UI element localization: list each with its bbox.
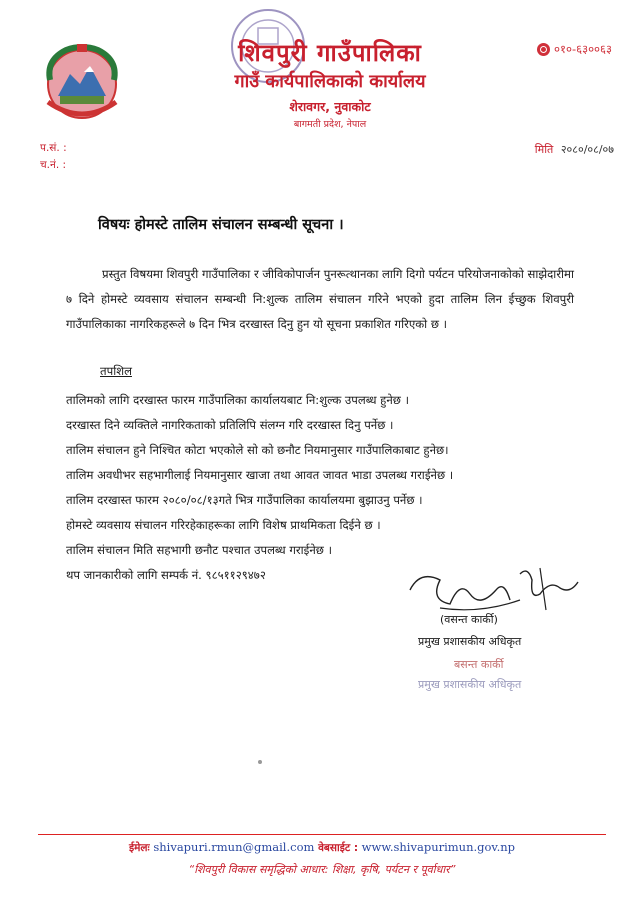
reference-block xyxy=(40,140,67,174)
phone-text: ०१०-६३००६३ xyxy=(554,42,612,56)
letter-number-label: प.सं. : xyxy=(40,142,67,154)
dispatch-number-label: च.नं. : xyxy=(40,159,67,171)
speck-mark xyxy=(258,760,262,764)
date-label: मिति xyxy=(534,143,554,156)
letterhead xyxy=(170,38,490,132)
list-item: होमस्टे व्यवसाय संचालन गरिरहेकाहरूका लागि विशेष प्राथमिकता दिईने छ । xyxy=(66,518,381,532)
details-list xyxy=(66,388,586,588)
phone-number xyxy=(537,42,612,57)
list-item: तालिम अवधीभर सहभागीलाई नियमानुसार खाजा तथा आवत जावत भाडा उपलब्ध गराईनेछ । xyxy=(66,468,454,482)
details-heading: तपशिल xyxy=(100,364,132,378)
website-label: वेबसाईट : xyxy=(318,842,359,854)
subject-line: विषयः होमस्टे तालिम संचालन सम्बन्धी सूचना । xyxy=(98,217,344,233)
footer-motto: “शिवपुरी विकास समृद्धिको आधार: शिक्षा, कृषि, पर्यटन र पूर्वाधार” xyxy=(188,863,456,876)
office-address: शेरावगर, नुवाकोट xyxy=(289,99,371,114)
footer-contact xyxy=(0,840,644,855)
office-name: गाउँ कार्यपालिकाको कार्यालय xyxy=(234,71,426,92)
list-item: दरखास्त दिने व्यक्तिले नागरिकताको प्रतिलिपि संलग्न गरि दरखास्त दिनु पर्नेछ । xyxy=(66,418,394,432)
notice-paragraph: प्रस्तुत विषयमा शिवपुरी गाउँपालिका र जीविकोपार्जन पुनरूत्थानका लागि दिगो पर्यटन परियोजनाकोको साझेदारीमा ७ दिने होमस्टे व्यवसाय संचालन सम्बन्धी नि:शुल्क तालिम संचालन गरिने भएको हुदा तालिम लिन ईच्छुक शिवपुरी गाउँपालिकाका नागरिकहरूले ७ दिन भित्र दरखास्त दिनु हुन यो सूचना प्रकाशित गरिएको छ । xyxy=(66,267,574,331)
list-item: तालिमको लागि दरखास्त फारम गाउँपालिका कार्यालयबाट नि:शुल्क उपलब्ध हुनेछ । xyxy=(66,393,409,407)
signatory-title: प्रमुख प्रशासकीय अधिकृत xyxy=(418,635,522,648)
list-item: थप जानकारीको लागि सम्पर्क नं. ९८५११२९४७२ xyxy=(66,568,266,582)
list-item: तालिम संचालन हुने निश्चित कोटा भएकोले सो को छनौट नियमानुसार गाउँपालिकाबाट हुनेछ। xyxy=(66,443,449,457)
date-block xyxy=(535,142,614,157)
nepal-emblem-icon xyxy=(36,40,128,126)
footer-divider xyxy=(38,834,606,835)
stamp-name: बसन्त कार्की xyxy=(454,658,504,671)
email-address[interactable]: shivapuri.rmun@gmail.com xyxy=(153,840,315,854)
list-item: तालिम संचालन मिति सहभागी छनौट पश्चात उपलब्ध गराईनेछ । xyxy=(66,543,332,557)
list-item: तालिम दरखास्त फारम २०८०/०८/१३गते भित्र गाउँपालिका कार्यालयमा बुझाउनु पर्नेछ । xyxy=(66,493,423,507)
handwritten-signature xyxy=(400,560,590,620)
website-url[interactable]: www.shivapurimun.gov.np xyxy=(361,840,515,854)
province: बागमती प्रदेश, नेपाल xyxy=(293,119,367,130)
stamp-title: प्रमुख प्रशासकीय अधिकृत xyxy=(418,678,522,691)
phone-icon xyxy=(537,43,550,56)
org-name: शिवपुरी गाउँपालिका xyxy=(238,38,422,67)
date-value: २०८०/०८/०७ xyxy=(560,143,614,156)
email-label: ईमेलः xyxy=(129,842,150,854)
signatory-name: (वसन्त कार्की) xyxy=(440,613,498,626)
